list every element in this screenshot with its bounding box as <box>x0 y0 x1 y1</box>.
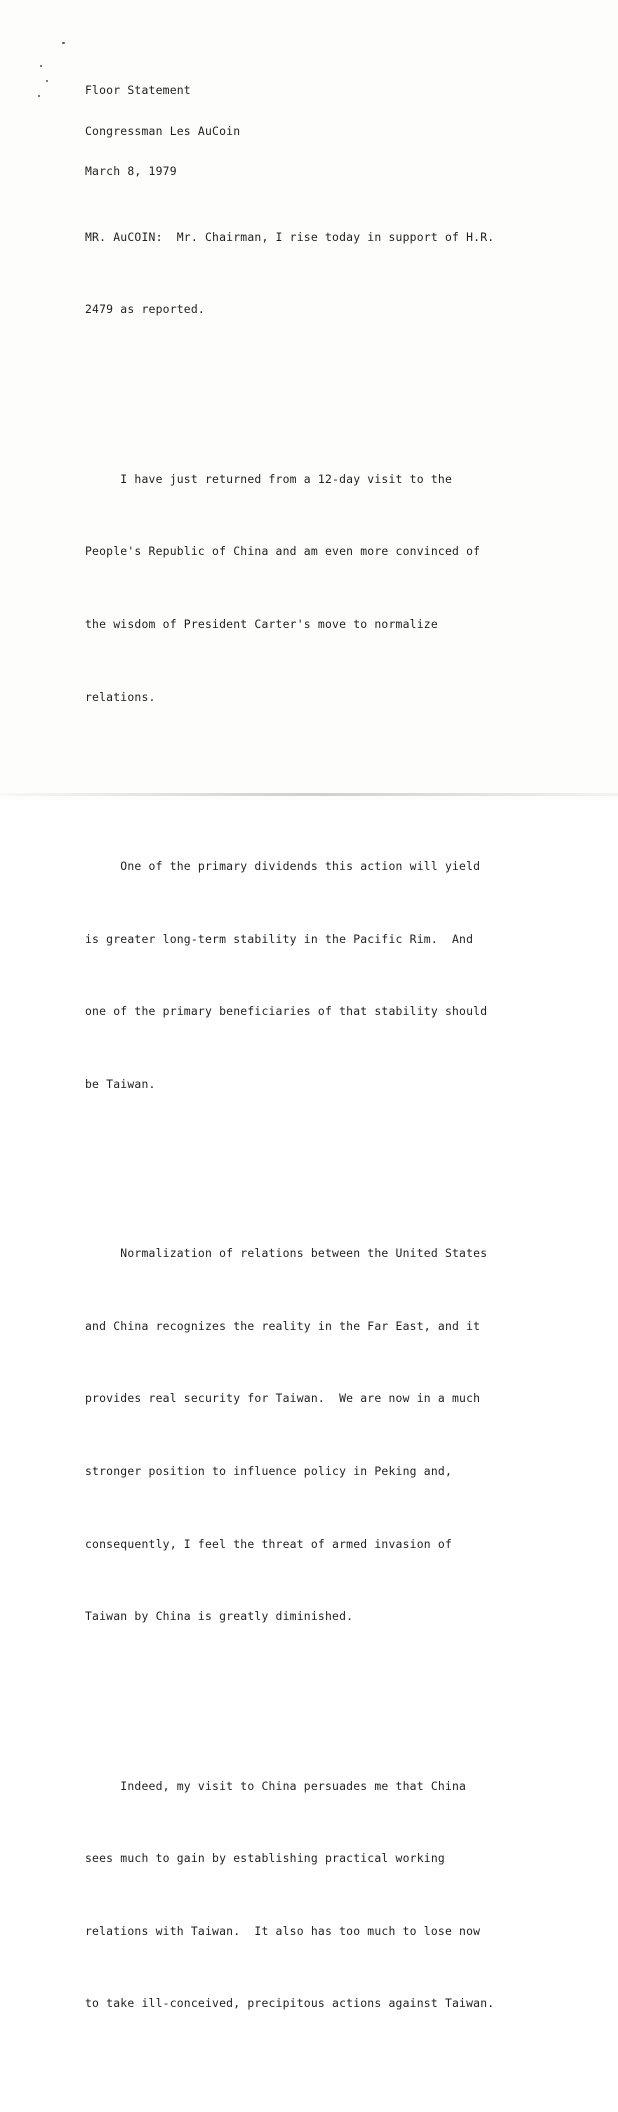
header-title: Floor Statement <box>85 83 191 97</box>
scan-speck <box>40 65 42 67</box>
text-line: be Taiwan. <box>85 1076 156 1091</box>
text-line: provides real security for Taiwan. We are now in a much <box>85 1391 481 1406</box>
header-author: Congressman Les AuCoin <box>85 123 241 138</box>
text-line: to take ill-conceived, precipitous actions against Taiwan. <box>85 1996 495 2011</box>
text-line: relations with Taiwan. It also has too much to lose now <box>85 1923 481 1938</box>
text-line: 2479 as reported. <box>85 302 205 317</box>
text-line: Normalization of relations between the United States <box>85 1246 488 1261</box>
paragraph <box>85 418 494 757</box>
text-line: One of the primary dividends this action will yield <box>85 859 481 873</box>
paragraph <box>85 806 494 1145</box>
scan-speck <box>46 80 48 82</box>
scan-speck <box>38 95 40 97</box>
text-line: consequently, I feel the threat of armed invasion of <box>85 1536 453 1551</box>
text-line: Indeed, my visit to China persuades me that China <box>85 1778 467 1793</box>
scan-speck <box>62 42 65 44</box>
text-line: Taiwan by China is greatly diminished. <box>85 1609 354 1624</box>
text-line: the wisdom of President Carter's move to normalize <box>85 617 438 631</box>
text-line: I have just returned from a 12-day visit to the <box>85 471 453 486</box>
text-line: relations. <box>85 689 156 704</box>
text-line: MR. AuCOIN: Mr. Chairman, I rise today in support of H.R. <box>85 229 495 244</box>
scan-bottom-edge <box>0 793 618 796</box>
header-date: March 8, 1979 <box>85 164 177 178</box>
text-line: is greater long-term stability in the Pacific Rim. And <box>85 931 474 946</box>
text-line: and China recognizes the reality in the Far East, and it <box>85 1318 481 1333</box>
paragraph <box>85 1725 494 2064</box>
text-line: one of the primary beneficiaries of that stability should <box>85 1004 488 1019</box>
paragraph <box>85 1193 494 1677</box>
text-line: sees much to gain by establishing practical working <box>85 1851 445 1866</box>
text-line: stronger position to influence policy in Peking and, <box>85 1463 453 1478</box>
paragraph <box>85 176 494 370</box>
statement-body <box>85 128 494 2112</box>
text-line: People's Republic of China and am even more convinced of <box>85 544 481 559</box>
